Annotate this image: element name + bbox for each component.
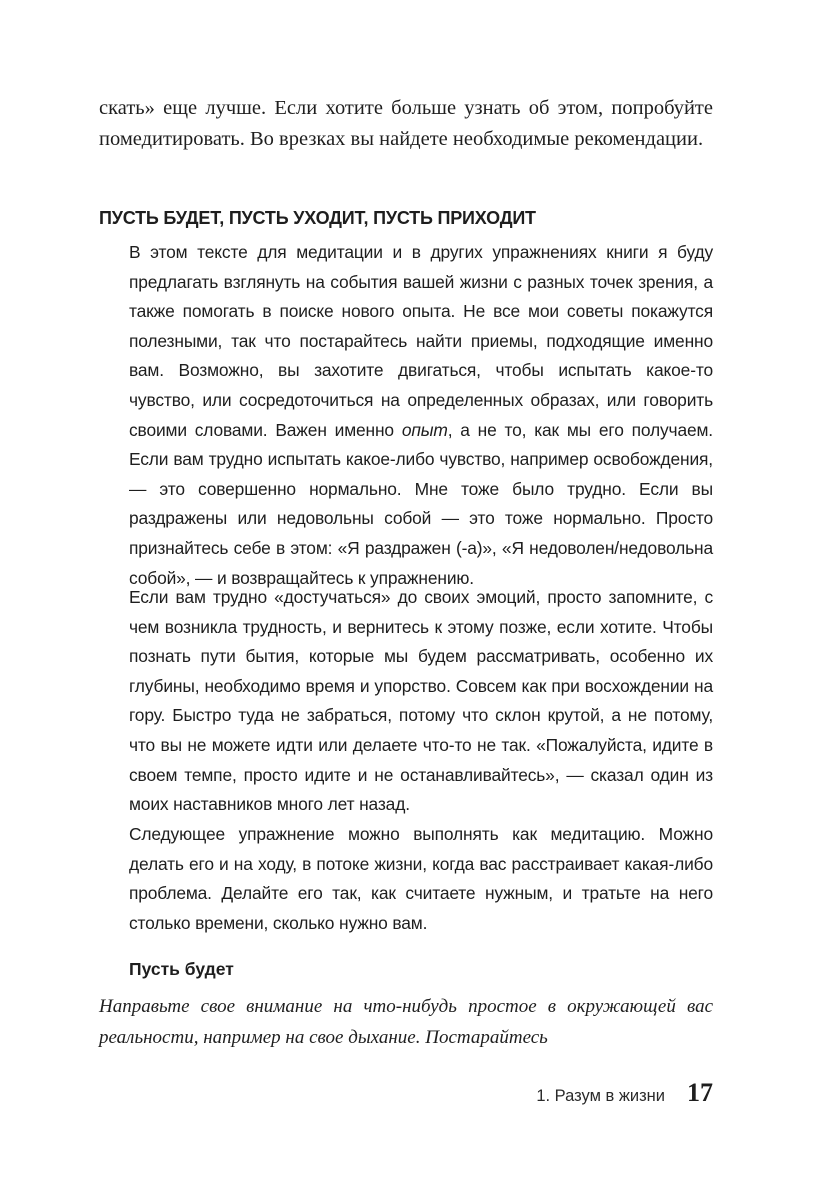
section-heading: ПУСТЬ БУДЕТ, ПУСТЬ УХОДИТ, ПУСТЬ ПРИХОДИТ xyxy=(99,208,536,228)
running-footer-chapter: 1. Разум в жизни xyxy=(536,1087,665,1105)
page-footer xyxy=(536,1078,713,1108)
exercise-text: Направьте свое внимание на что-нибудь простое в окружающей вас реальности, например на свое дыхание. Постарайтесь xyxy=(99,996,713,1048)
paragraph-1-emphasis: опыт xyxy=(401,419,448,440)
paragraph-1-text-end: , а не то, как мы его получаем. Если вам трудно испытать какое-либо чувство, например освобождения, — это совершенно нормально. Мне тоже было трудно. Если вы раздражены или недовольны собой — это тоже нормально. Просто признайтесь себе в этом: «Я раздражен (-а)», «Я недоволен/недовольна собой», — и возвращайтесь к упражнению. xyxy=(129,419,713,588)
paragraph-3: Следующее упражнение можно выполнять как медитацию. Можно делать его и на ходу, в потоке жизни, когда вас расстраивает какая-либо проблема. Делайте его так, как считаете нужным, и тратьте на него столько времени, сколько нужно вам. xyxy=(129,824,713,933)
paragraph-1-text-start: В этом тексте для медитации и в других упражнениях книги я буду предлагать взглянуть на события вашей жизни с разных точек зрения, а также помогать в поиске нового опыта. Не все мои советы покажутся полезными, так что постарайтесь найти приемы, подходящие именно вам. Возможно, вы захотите двигаться, чтобы испытать какое-то чувство, или сосредоточиться на определенных образах, или говорить своими словами. Важен именно xyxy=(129,242,713,440)
paragraph-1 xyxy=(129,238,713,593)
page-number: 17 xyxy=(687,1078,713,1107)
exercise-title: Пусть будет xyxy=(129,959,234,979)
intro-paragraph: скать» еще лучше. Если хотите больше узнать об этом, попробуйте помедитировать. Во врезках вы найдете необходимые рекомендации. xyxy=(99,97,713,150)
paragraph-2: Если вам трудно «достучаться» до своих эмоций, просто запомните, с чем возникла трудность, и вернитесь к этому позже, если хотите. Чтобы познать пути бытия, которые мы будем рассматривать, особенно их глубины, необходимо время и упорство. Совсем как при восхождении на гору. Быстро туда не забраться, потому что склон крутой, а не потому, что вы не можете идти или делаете что-то не так. «Пожалуйста, идите в своем темпе, просто идите и не останавливайтесь», — сказал один из моих наставников много лет назад. xyxy=(129,587,713,815)
